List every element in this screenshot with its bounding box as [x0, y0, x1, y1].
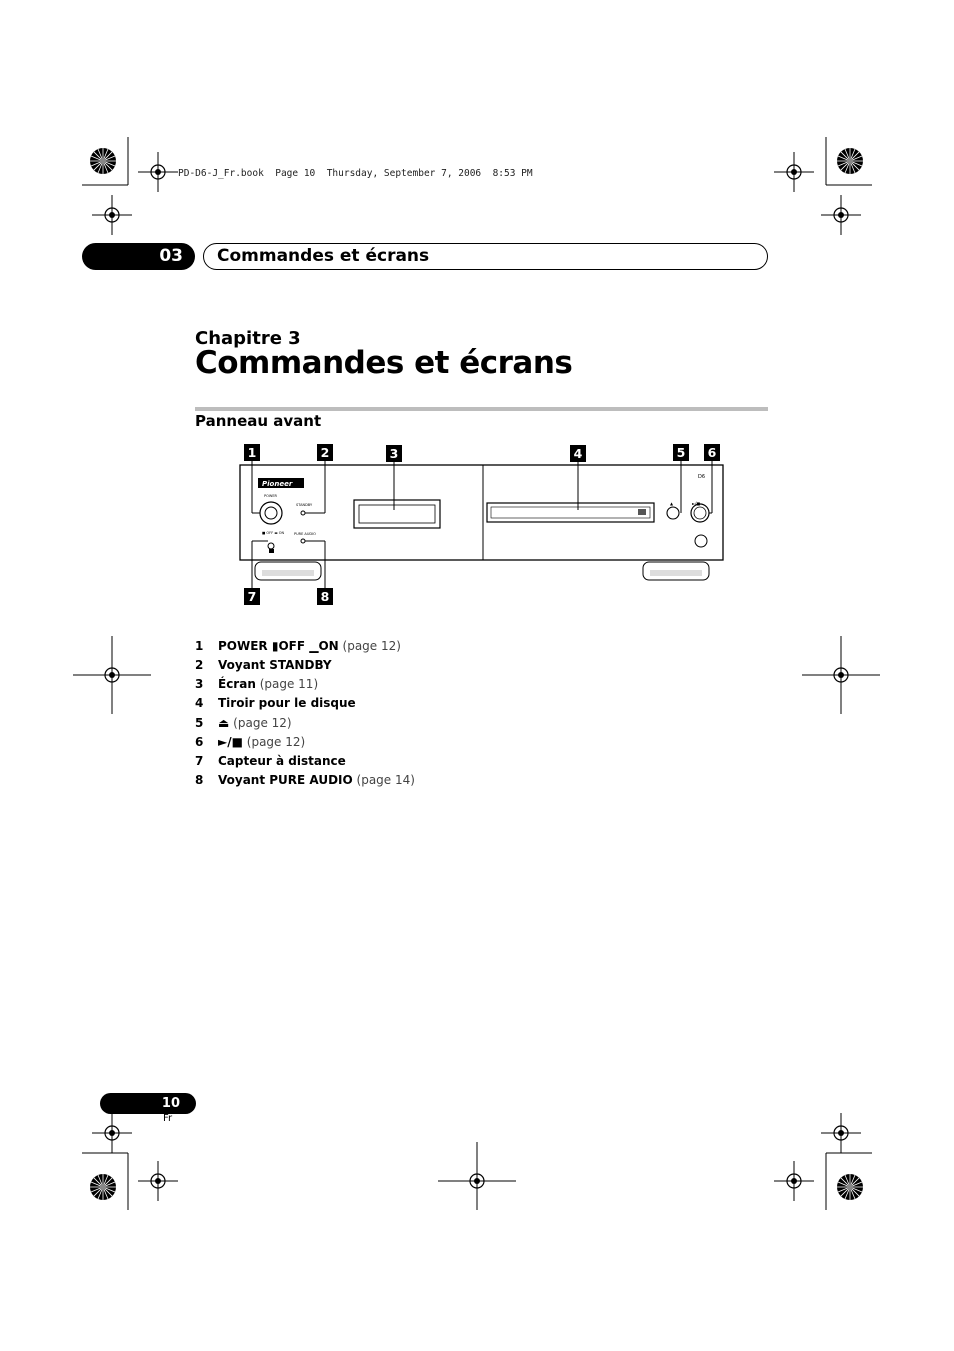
page-number: 10: [100, 1093, 196, 1114]
section-title: Panneau avant: [195, 412, 322, 430]
callout-3: 3: [386, 445, 402, 462]
callout-2: 2: [317, 444, 333, 461]
eject-icon: ▲: [670, 501, 674, 506]
power-label: POWER: [264, 494, 277, 498]
callout-4: 4: [570, 445, 586, 462]
print-info: PD-D6-J_Fr.book Page 10 Thursday, September 7, 2006 8:53 PM: [178, 168, 533, 179]
pure-audio-label: PURE AUDIO: [294, 532, 316, 536]
play-stop-icon: ►/■: [218, 735, 243, 749]
eject-icon: ⏏: [218, 716, 230, 730]
model-label: D6: [698, 474, 706, 480]
callout-1: 1: [244, 444, 260, 461]
chapter-label: Chapitre 3: [195, 328, 301, 349]
brand-logo: Pioneer: [262, 480, 293, 488]
callout-7: 7: [244, 588, 260, 605]
callout-5: 5: [673, 444, 689, 461]
chapter-title-tab: Commandes et écrans: [203, 243, 768, 270]
callout-8: 8: [317, 588, 333, 605]
chapter-title: Commandes et écrans: [195, 345, 573, 381]
callout-6: 6: [704, 444, 720, 461]
standby-label: STANDBY: [296, 503, 313, 507]
chapter-number-tab: 03: [82, 243, 195, 270]
power-states-label: ■ OFF ▬ ON: [262, 531, 285, 535]
language-code: Fr: [163, 1113, 173, 1124]
play-stop-icon: ►/■: [692, 501, 701, 506]
